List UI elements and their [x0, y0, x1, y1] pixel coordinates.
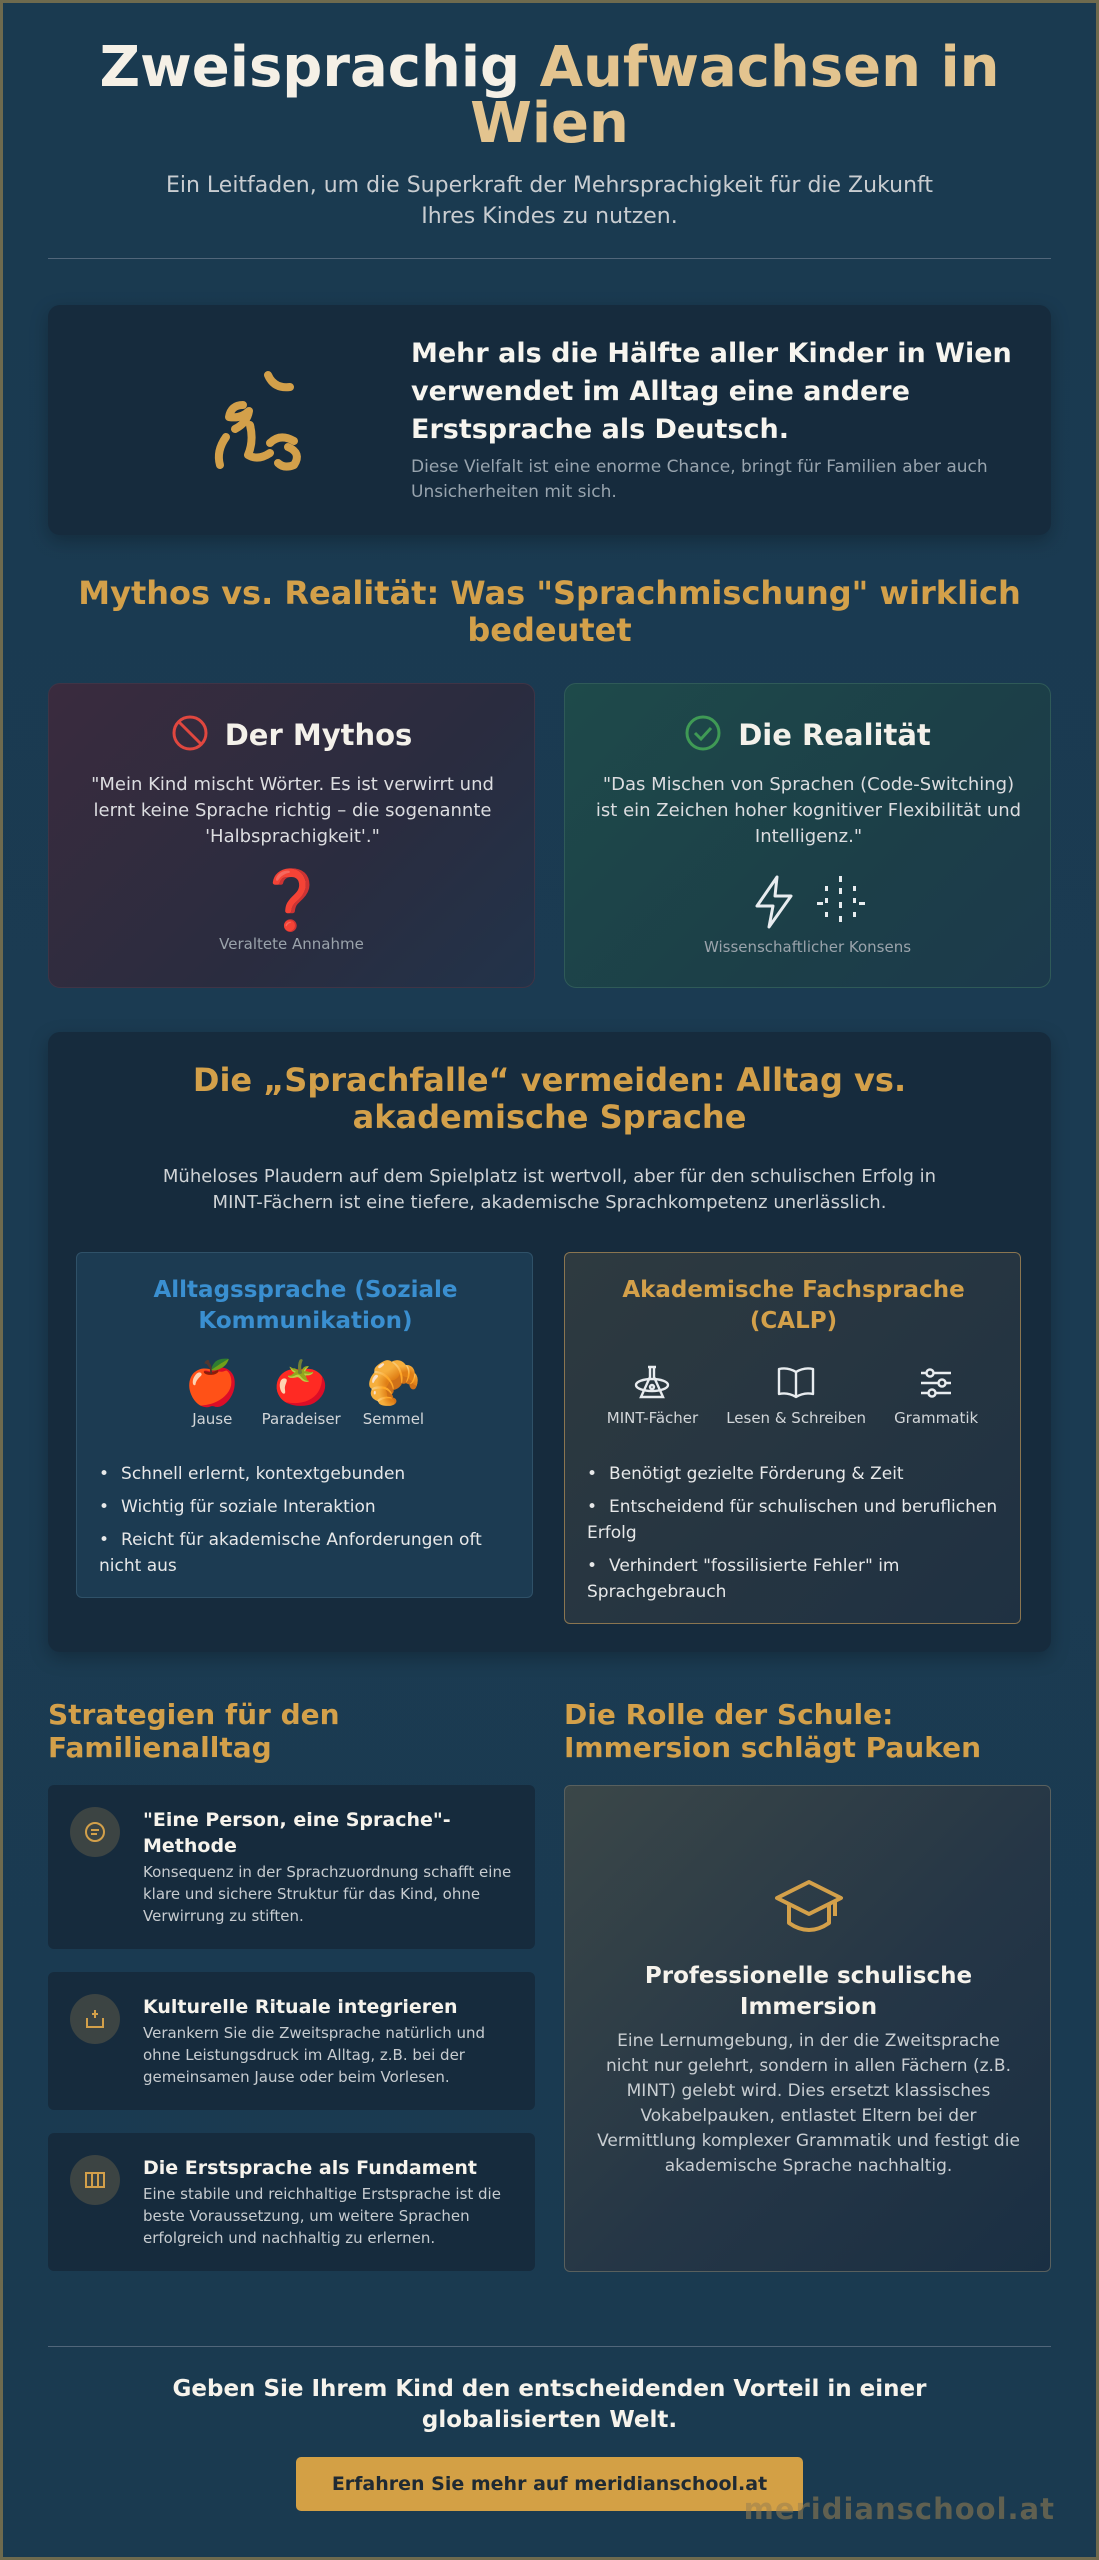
prohibited-icon: [171, 714, 209, 756]
list-item: • Schnell erlernt, kontextgebunden: [99, 1461, 514, 1487]
strategy-card-3: [48, 2133, 535, 2271]
tomato-emoji: 🍅: [273, 1358, 329, 1409]
intro-text: Diese Vielfalt ist eine enorme Chance, bringt für Familien aber auch Unsicherheiten mit sich.: [411, 457, 988, 502]
title-part-1: Zweisprachig: [99, 35, 540, 100]
chat-icon: [70, 1807, 120, 1857]
schule-card: [564, 1785, 1051, 2272]
tomato-icon: [262, 1358, 341, 1428]
list-item: • Benötigt gezielte Förderung & Zeit: [587, 1461, 1002, 1487]
reality-footer: Wissenschaftlicher Konsens: [703, 938, 912, 956]
sliders-icon: [894, 1363, 978, 1427]
alltag-item-label: Semmel: [362, 1410, 425, 1428]
myth-reality-heading: Mythos vs. Realität: Was "Sprachmischung" wirklich bedeutet: [78, 574, 1021, 649]
learn-more-button[interactable]: Erfahren Sie mehr auf meridianschool.at: [296, 2457, 803, 2511]
reality-card: [564, 683, 1051, 988]
strategy-card-2: [48, 1972, 535, 2110]
myth-card: [48, 683, 535, 988]
page-subtitle: Ein Leitfaden, um die Superkraft der Mehrsprachigkeit für die Zukunft Ihres Kindes zu nutzen.: [165, 173, 934, 229]
apple-emoji: 🍎: [184, 1358, 240, 1409]
ritual-icon: [70, 1994, 120, 2044]
reality-title: Die Realität: [738, 718, 931, 752]
strategien-heading: Strategien für den Familienalltag: [48, 1698, 340, 1764]
schule-title: Professionelle schulische Immersion: [644, 1963, 973, 2020]
atom-flask-icon: [607, 1363, 698, 1427]
open-book-icon: [726, 1363, 866, 1427]
title-part-2: Aufwachsen in Wien: [470, 35, 1000, 156]
apple-icon: [185, 1358, 240, 1428]
akad-item-label: Lesen & Schreiben: [726, 1409, 867, 1427]
alltag-item-label: Jause: [192, 1410, 233, 1428]
akad-item-label: MINT-Fächer: [606, 1409, 699, 1427]
intro-headline: Mehr als die Hälfte aller Kinder in Wien verwendet im Alltag eine andere Erstsprache als Deutsch.: [411, 338, 1012, 445]
graduation-cap-icon: [773, 1874, 845, 1946]
akad-item-label: Grammatik: [894, 1409, 979, 1427]
list-item: • Wichtig für soziale Interaktion: [99, 1494, 514, 1520]
alltag-bullets: [99, 1461, 514, 1586]
alltag-item-label: Paradeiser: [261, 1410, 341, 1428]
cta-text: Geben Sie Ihrem Kind den entscheidenden Vorteil in einer globalisierten Welt.: [172, 2376, 927, 2433]
croissant-emoji: 🥐: [366, 1358, 421, 1409]
list-item: • Verhindert "fossilisierte Fehler" im Sprachgebrauch: [587, 1553, 1002, 1605]
intro-card: [48, 305, 1051, 535]
croissant-icon: [363, 1358, 424, 1428]
divider: [48, 258, 1051, 259]
list-item: • Entscheidend für schulischen und beruflichen Erfolg: [587, 1494, 1002, 1546]
strategy-text: Verankern Sie die Zweitsprache natürlich und ohne Leistungsdruck im Alltag, z.B. bei der gemeinsamen Jause oder beim Vorlesen.: [143, 2024, 486, 2086]
reality-quote: "Das Mischen von Sprachen (Code-Switching) ist ein Zeichen hoher kognitiver Flexibilität und Intelligenz.": [595, 774, 1022, 847]
lightning-icon: [749, 874, 799, 934]
question-mark-icon: ❓: [255, 866, 328, 934]
sprachfalle-description: Müheloses Plaudern auf dem Spielplatz ist wertvoll, aber für den schulischen Erfolg in MINT-Fächern ist eine tiefere, akademische Sprachkompetenz unerlässlich.: [162, 1166, 937, 1213]
strategy-card-1: [48, 1785, 535, 1949]
strategy-title: Kulturelle Rituale integrieren: [143, 1996, 458, 2018]
columns-icon: [70, 2155, 120, 2205]
check-circle-icon: [684, 714, 722, 756]
sprachfalle-heading: Die „Sprachfalle“ vermeiden: Alltag vs. akademische Sprache: [192, 1061, 907, 1136]
akademische-sprache-card: [564, 1252, 1021, 1624]
list-item: • Reicht für akademische Anforderungen oft nicht aus: [99, 1527, 514, 1579]
schule-heading: Die Rolle der Schule: Immersion schlägt Pauken: [564, 1698, 982, 1764]
akademisch-bullets: [587, 1461, 1002, 1612]
myth-title: Der Mythos: [224, 718, 413, 752]
strategy-text: Eine stabile und reichhaltige Erstsprache ist die beste Voraussetzung, um weitere Sprachen erfolgreich und nachhaltig zu erlernen.: [143, 2185, 501, 2247]
strategy-title: Die Erstsprache als Fundament: [143, 2157, 477, 2179]
strategy-title: "Eine Person, eine Sprache"-Methode: [143, 1809, 451, 1857]
sparkle-dots-icon: [815, 874, 867, 934]
akademisch-title: Akademische Fachsprache (CALP): [622, 1277, 965, 1334]
myth-quote: "Mein Kind mischt Wörter. Es ist verwirrt und lernt keine Sprache richtig – die sogenannte 'Halbsprachigkeit'.": [91, 774, 494, 847]
strategy-text: Konsequenz in der Sprachzuordnung schafft eine klare und sichere Struktur für das Kind, ohne Verwirrung zu stiften.: [143, 1863, 512, 1925]
watermark: meridianschool.at: [743, 2492, 1055, 2526]
schule-text: Eine Lernumgebung, in der die Zweitsprache nicht nur gelehrt, sondern in allen Fächern (z.B. MINT) gelebt wird. Dies ersetzt klassisches Vokabelpauken, entlastet Eltern bei der Vermittlung komplexer Grammatik und festigt die akademische Sprache nachhaltig.: [597, 2031, 1020, 2176]
sprachfalle-section: [48, 1032, 1051, 1652]
language-script-icon: [158, 345, 338, 495]
alltag-title: Alltagssprache (Soziale Kommunikation): [153, 1277, 458, 1334]
divider: [48, 2346, 1051, 2347]
alltagssprache-card: [76, 1252, 533, 1598]
myth-footer: Veraltete Annahme: [219, 935, 364, 953]
page-title: [60, 35, 1039, 156]
